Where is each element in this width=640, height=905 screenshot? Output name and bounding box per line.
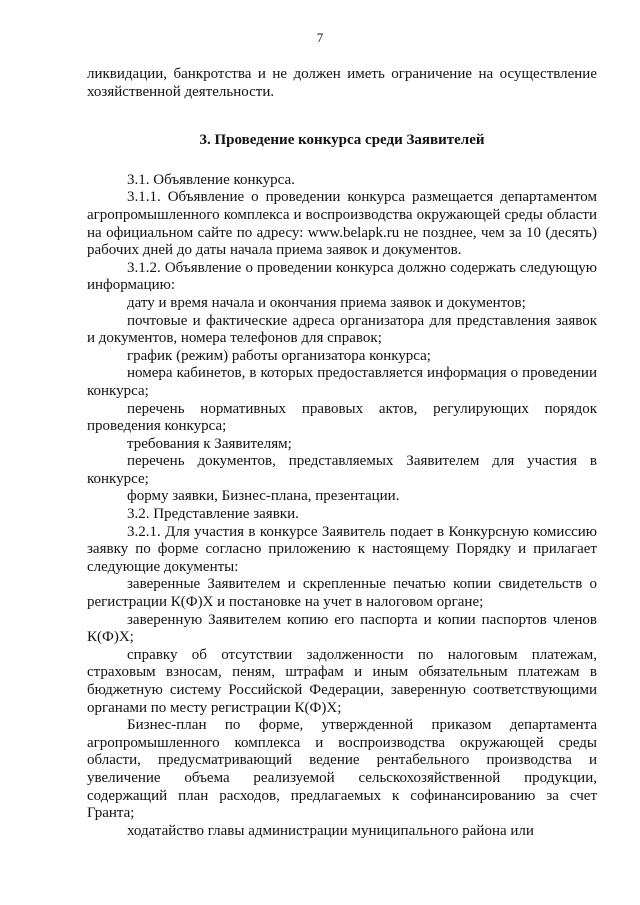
list-item: заверенные Заявителем и скрепленные печатью копии свидетельств о регистрации К(Ф)Х и постановке на учет в налоговом органе;	[87, 576, 597, 611]
page-number: 7	[316, 30, 324, 45]
list-item: номера кабинетов, в которых предоставляется информация о проведении конкурса;	[87, 365, 597, 399]
list-item: Бизнес-план по форме, утвержденной приказом департамента агропромышленного комплекса и воспроизводства окружающей среды области, предусматривающий ведение рентабельного производства и увеличение объема реализуемой сельскохозяйственной продукции, содержащий план расходов, предлагаемых к софинансированию за счет Гранта;	[87, 717, 597, 822]
list-item: почтовые и фактические адреса организатора для представления заявок и документов, номера телефонов для справок;	[87, 312, 597, 347]
list-item: перечень документов, представляемых Заявителем для участия в конкурсе;	[87, 453, 597, 487]
paragraph-3-1-2: 3.1.2. Объявление о проведении конкурса должно содержать следующую информацию:	[87, 259, 597, 294]
list-item: ходатайство главы администрации муниципального района или	[127, 822, 534, 839]
list-item: график (режим) работы организатора конкурса;	[127, 347, 431, 364]
list-item: справку об отсутствии задолженности по налоговым платежам, страховым взносам, пеням, штрафам и иным обязательным платежам в бюджетную систему Российской Федерации, заверенную соответствующими органами по месту регистрации К(Ф)Х;	[87, 646, 597, 716]
intro-paragraph: ликвидации, банкротства и не должен иметь ограничение на осуществление хозяйственной деятельности.	[87, 66, 597, 100]
paragraph-3-1-1: 3.1.1. Объявление о проведении конкурса размещается департаментом агропромышленного комплекса и воспроизводства окружающей среды области на официальном сайте по адресу: www.belapk.ru не позднее, чем за 10 (десять) рабочих дней до даты начала приема заявок и документов.	[87, 189, 597, 259]
list-item: требования к Заявителям;	[127, 435, 292, 452]
list-item: заверенную Заявителем копию его паспорта и копии паспортов членов К(Ф)Х;	[87, 611, 597, 646]
document-body	[87, 66, 597, 840]
list-item: форму заявки, Бизнес-плана, презентации.	[127, 488, 400, 505]
paragraph-3-2-1: 3.2.1. Для участия в конкурсе Заявитель подает в Конкурсную комиссию заявку по форме согласно приложению к настоящему Порядку и прилагает следующие документы:	[87, 523, 597, 575]
list-item: перечень нормативных правовых актов, регулирующих порядок проведения конкурса;	[87, 400, 597, 435]
list-item: дату и время начала и окончания приема заявок и документов;	[127, 294, 526, 311]
paragraph-3-2: 3.2. Представление заявки.	[127, 506, 299, 523]
paragraph-3-1: 3.1. Объявление конкурса.	[127, 171, 295, 188]
section-heading: 3. Проведение конкурса среди Заявителей	[199, 132, 485, 149]
